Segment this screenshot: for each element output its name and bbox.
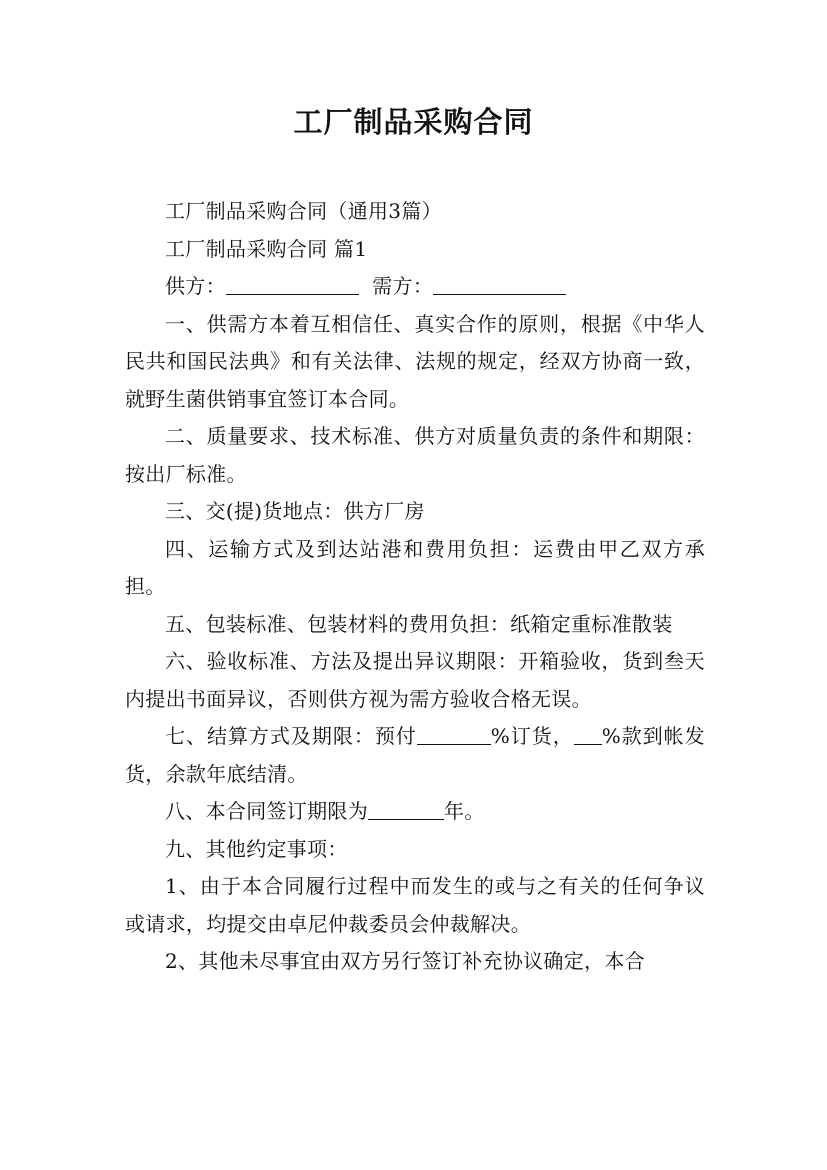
clause-9-item-2: 2、其他未尽事宜由双方另行签订补充协议确定，本合: [165, 949, 645, 973]
clause-6: 六、验收标准、方法及提出异议期限：开箱验收，货到叁天内提出书面异议，否则供方视为需方验收合格无误。: [125, 649, 705, 711]
parties-line: [125, 268, 705, 306]
clause-4: 四、运输方式及到达站港和费用负担：运费由甲乙双方承担。: [125, 536, 705, 598]
payment-blank: [574, 724, 602, 745]
clause-7-part-b: %订货，: [490, 724, 574, 748]
prepay-blank: [417, 724, 491, 745]
clause-2: 二、质量要求、技术标准、供方对质量负责的条件和期限：按出厂标准。: [125, 424, 705, 486]
buyer-label: 需方：: [372, 274, 434, 298]
document-title: 工厂制品采购合同: [293, 105, 534, 139]
clause-1: 一、供需方本着互相信任、真实合作的原则，根据《中华人民共和国民法典》和有关法律、法规的规定，经双方协商一致，就野生菌供销事宜签订本合同。: [125, 311, 705, 411]
clause-8-part-a: 八、本合同签订期限为: [165, 799, 368, 823]
clause-3: 三、交(提)货地点：供方厂房: [165, 499, 425, 523]
clause-5: 五、包装标准、包装材料的费用负担：纸箱定重标准散装: [165, 611, 673, 636]
clause-7: [125, 718, 705, 793]
term-blank: [368, 799, 444, 820]
clause-8: [125, 793, 705, 831]
clause-9-item-1: 1、由于本合同履行过程中而发生的或与之有关的任何争议或请求，均提交由卓尼仲裁委员会仲裁解决。: [125, 874, 705, 936]
clause-9: 九、其他约定事项：: [165, 836, 348, 861]
document-subtitle: 工厂制品采购合同（通用3篇）: [165, 199, 442, 223]
document-body: [125, 193, 705, 981]
supplier-blank: [226, 274, 359, 295]
buyer-blank: [433, 274, 566, 295]
section-heading: 工厂制品采购合同 篇1: [165, 236, 368, 261]
clause-8-part-b: 年。: [444, 799, 485, 823]
clause-7-part-c: %款到帐发货，余款年底结清。: [125, 724, 705, 786]
supplier-label: 供方：: [165, 274, 226, 298]
clause-7-part-a: 七、结算方式及期限：预付: [165, 724, 417, 748]
